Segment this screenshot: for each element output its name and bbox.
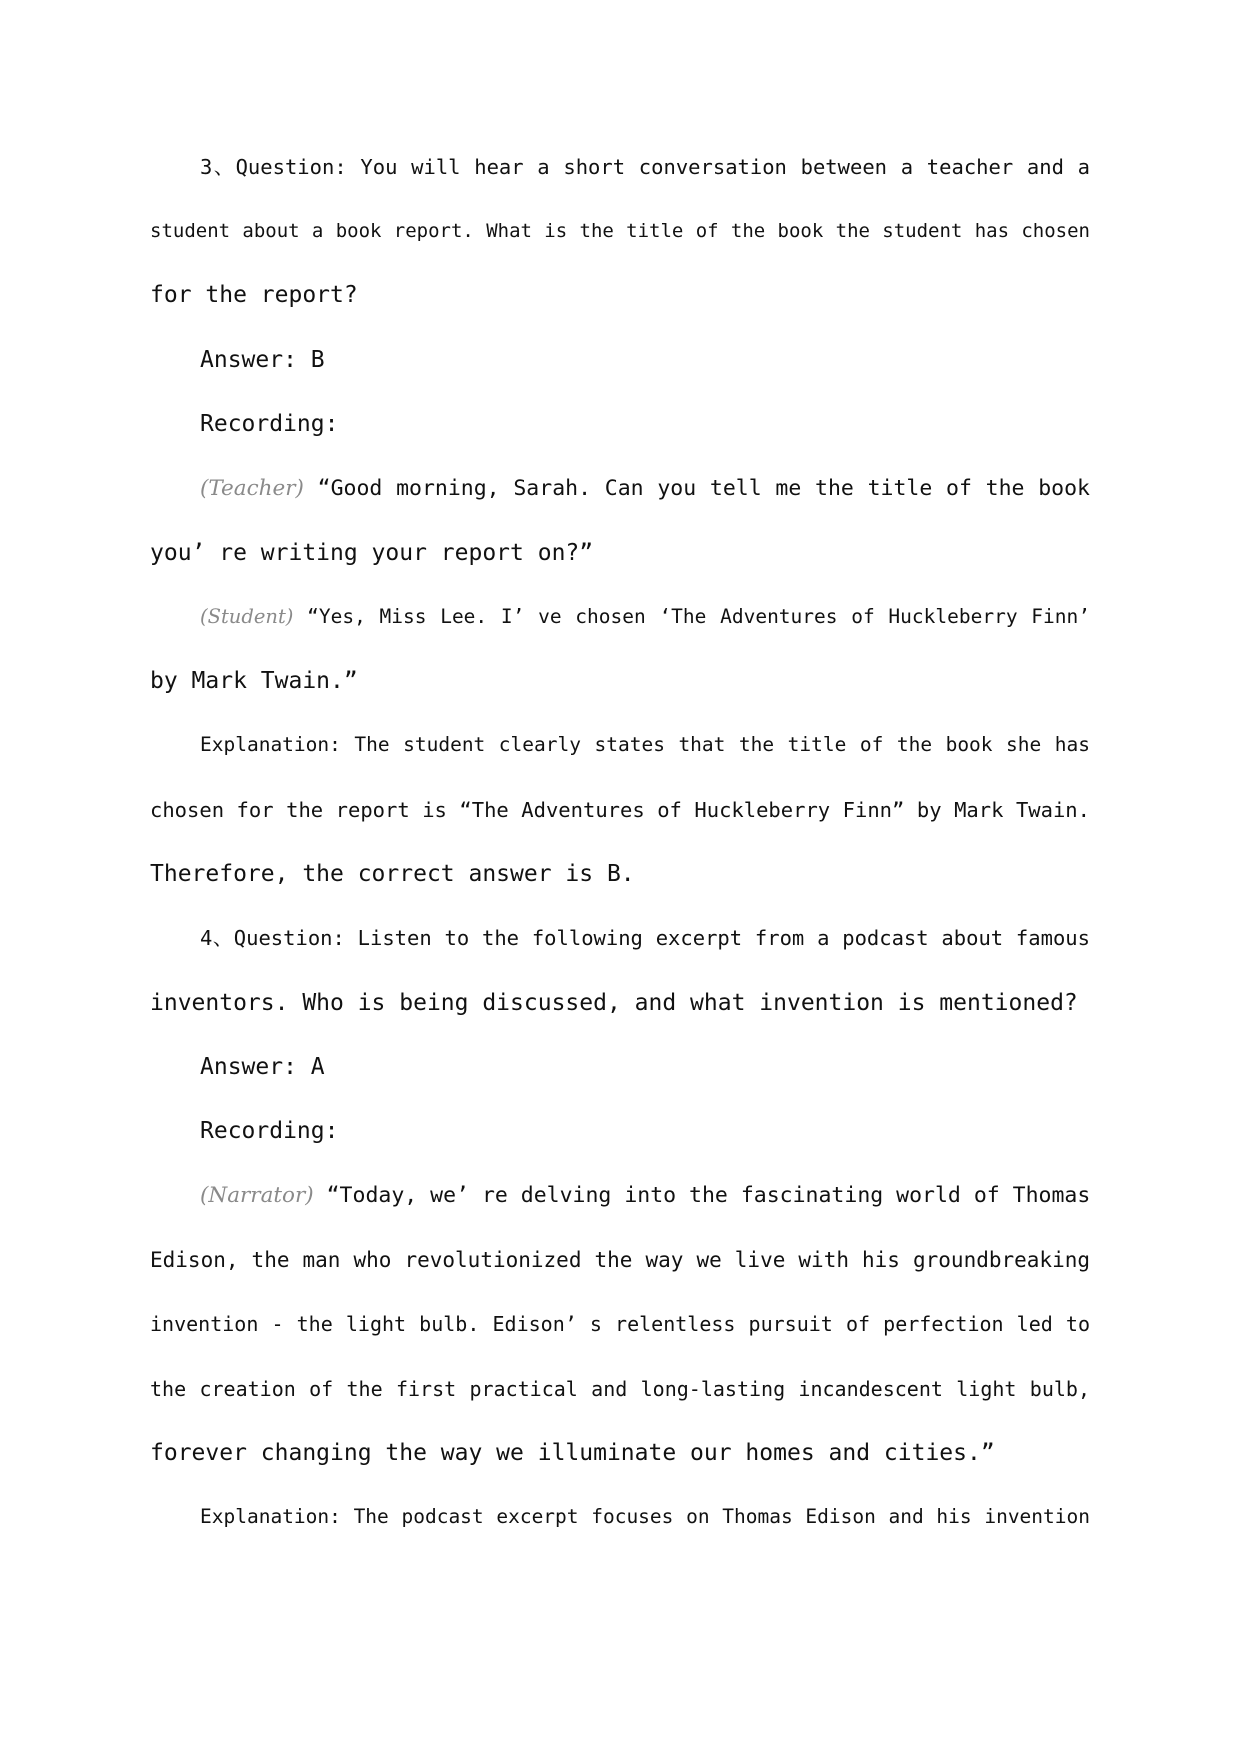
q3-recording-label: Recording:	[200, 411, 339, 437]
q4-narrator-line-3: invention - the light bulb. Edison’ s relentless pursuit of perfection led to	[150, 1312, 1090, 1336]
q4-answer: Answer: A	[200, 1054, 325, 1080]
q3-question-line-2: student about a book report. What is the title of the book the student has chosen	[150, 220, 1090, 242]
q3-teacher-line-1	[200, 474, 1090, 504]
q3-explanation-line-1: Explanation: The student clearly states that the title of the book she has	[200, 733, 1090, 756]
q4-narrator-line-2: Edison, the man who revolutionized the way we live with his groundbreaking	[150, 1248, 1090, 1272]
q4-recording-label: Recording:	[200, 1118, 339, 1144]
q4-explanation-line-1: Explanation: The podcast excerpt focuses on Thomas Edison and his invention	[200, 1505, 1090, 1528]
narrator-role-label: (Narrator)	[200, 1183, 314, 1208]
q3-student-line-2: by Mark Twain.”	[150, 668, 358, 694]
q3-explanation-line-2: chosen for the report is “The Adventures of Huckleberry Finn” by Mark Twain.	[150, 798, 1090, 822]
q3-question-line-3: for the report?	[150, 282, 358, 308]
q3-teacher-line-2: you’ re writing your report on?”	[150, 540, 594, 566]
q3-answer: Answer: B	[200, 347, 325, 373]
narrator-speech: “Today, we’ re delving into the fascinating world of Thomas	[326, 1183, 1090, 1208]
teacher-speech: “Good morning, Sarah. Can you tell me the title of the book	[317, 476, 1090, 501]
teacher-role-label: (Teacher)	[200, 476, 304, 501]
q4-narrator-line-1	[200, 1181, 1090, 1211]
q4-narrator-line-5: forever changing the way we illuminate our homes and cities.”	[150, 1440, 995, 1466]
q3-question-line-1: 3、Question: You will hear a short conversation between a teacher and a	[200, 155, 1090, 179]
q3-student-line-1	[200, 602, 1090, 632]
q4-question-line-1: 4、Question: Listen to the following excerpt from a podcast about famous	[200, 926, 1090, 950]
q4-question-line-2: inventors. Who is being discussed, and what invention is mentioned?	[150, 990, 1078, 1016]
q4-narrator-line-4: the creation of the first practical and long-lasting incandescent light bulb,	[150, 1377, 1090, 1401]
student-role-label: (Student)	[200, 605, 294, 628]
student-speech: “Yes, Miss Lee. I’ ve chosen ‘The Adventures of Huckleberry Finn’	[307, 605, 1090, 628]
q3-explanation-line-3: Therefore, the correct answer is B.	[150, 861, 635, 887]
